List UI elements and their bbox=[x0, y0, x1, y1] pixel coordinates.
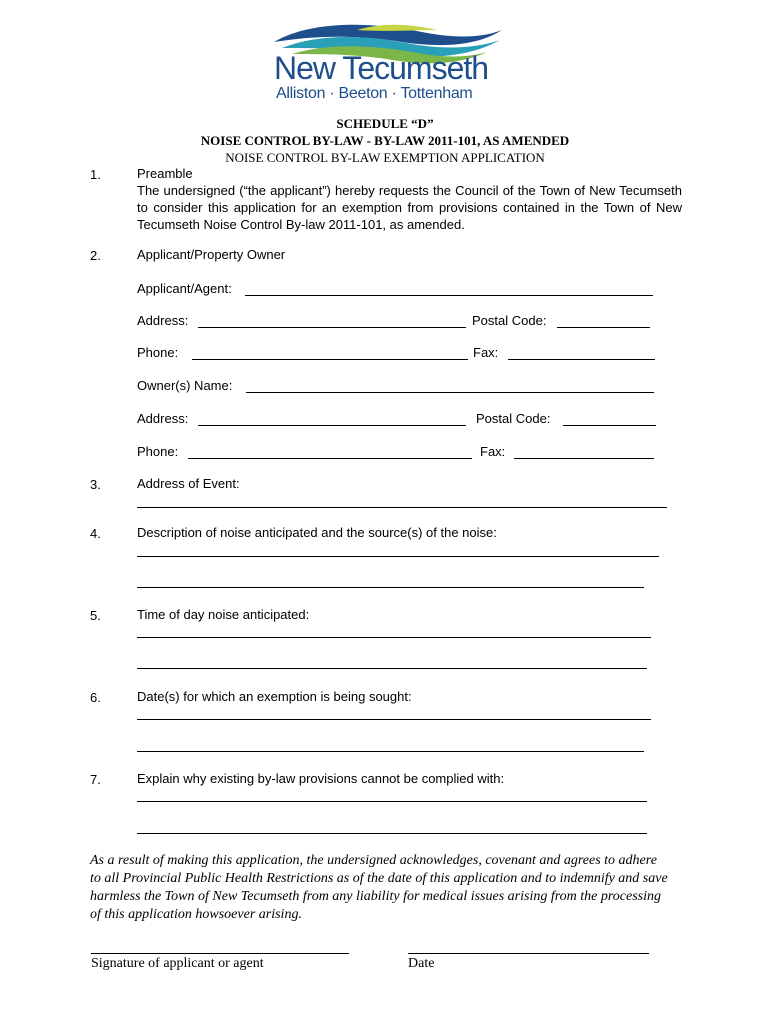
fax-field[interactable] bbox=[508, 359, 655, 360]
exemption-dates-field-2[interactable] bbox=[137, 751, 644, 752]
acknowledgement-text: As a result of making this application, the undersigned acknowledges, covenant and agrees to adhere to all Provincial Public Health Restrictions as of the date of this application and to indemnify and save harmless the Town of New Tecumseth from any liability for medical issues arising from the processing of this application howsoever arising. bbox=[90, 853, 668, 922]
postal-code-label: Postal Code: bbox=[472, 313, 547, 328]
phone-field[interactable] bbox=[192, 359, 468, 360]
logo-subtitle: Alliston · Beeton · Tottenham bbox=[276, 85, 473, 102]
owner-postal-code-label: Postal Code: bbox=[476, 411, 551, 426]
owner-phone-label: Phone: bbox=[137, 444, 179, 459]
event-address-field[interactable] bbox=[137, 507, 667, 508]
applicant-agent-label: Applicant/Agent: bbox=[137, 281, 232, 296]
compliance-explanation-label: Explain why existing by-law provisions cannot be complied with: bbox=[137, 771, 505, 786]
address-field[interactable] bbox=[198, 327, 466, 328]
time-of-day-field-1[interactable] bbox=[137, 637, 651, 638]
time-of-day-label: Time of day noise anticipated: bbox=[137, 607, 310, 622]
owner-fax-field[interactable] bbox=[514, 458, 654, 459]
noise-description-field-2[interactable] bbox=[137, 587, 644, 588]
time-of-day-field-2[interactable] bbox=[137, 668, 647, 669]
owner-name-label: Owner(s) Name: bbox=[137, 378, 233, 393]
signature-field[interactable] bbox=[91, 953, 349, 954]
section-2-title: Applicant/Property Owner bbox=[137, 247, 286, 262]
section-6-number: 6. bbox=[90, 690, 101, 705]
exemption-dates-label: Date(s) for which an exemption is being sought: bbox=[137, 689, 412, 704]
owner-postal-code-field[interactable] bbox=[563, 425, 656, 426]
noise-description-label: Description of noise anticipated and the source(s) of the noise: bbox=[137, 525, 497, 540]
date-label: Date bbox=[408, 956, 435, 971]
owner-phone-field[interactable] bbox=[188, 458, 472, 459]
section-1-number: 1. bbox=[90, 167, 101, 182]
owner-address-label: Address: bbox=[137, 411, 189, 426]
preamble-text: The undersigned (“the applicant”) hereby requests the Council of the Town of New Tecumseth to consider this application for an exemption from provisions contained in the Town of New Tecumseth Noise Control By-law 2011-101, as amended. bbox=[137, 183, 682, 232]
section-3-number: 3. bbox=[90, 477, 101, 492]
schedule-heading: SCHEDULE “D” bbox=[336, 116, 434, 131]
section-5-number: 5. bbox=[90, 608, 101, 623]
bylaw-heading: NOISE CONTROL BY-LAW - BY-LAW 2011-101, AS AMENDED bbox=[200, 133, 570, 148]
applicant-agent-field[interactable] bbox=[245, 295, 653, 296]
compliance-explanation-field-1[interactable] bbox=[137, 801, 647, 802]
date-field[interactable] bbox=[408, 953, 649, 954]
signature-label: Signature of applicant or agent bbox=[91, 956, 264, 971]
address-label: Address: bbox=[137, 313, 189, 328]
fax-label: Fax: bbox=[473, 345, 499, 360]
event-address-label: Address of Event: bbox=[137, 476, 240, 491]
form-title: NOISE CONTROL BY-LAW EXEMPTION APPLICATION bbox=[225, 150, 545, 165]
phone-label: Phone: bbox=[137, 345, 179, 360]
owner-fax-label: Fax: bbox=[480, 444, 506, 459]
section-4-number: 4. bbox=[90, 526, 101, 541]
noise-description-field-1[interactable] bbox=[137, 556, 659, 557]
owner-name-field[interactable] bbox=[246, 392, 654, 393]
section-7-number: 7. bbox=[90, 772, 101, 787]
logo-name: New Tecumseth bbox=[274, 50, 489, 86]
owner-address-field[interactable] bbox=[198, 425, 466, 426]
postal-code-field[interactable] bbox=[557, 327, 650, 328]
section-1-title: Preamble bbox=[137, 166, 193, 181]
exemption-dates-field-1[interactable] bbox=[137, 719, 651, 720]
compliance-explanation-field-2[interactable] bbox=[137, 833, 647, 834]
section-2-number: 2. bbox=[90, 248, 101, 263]
